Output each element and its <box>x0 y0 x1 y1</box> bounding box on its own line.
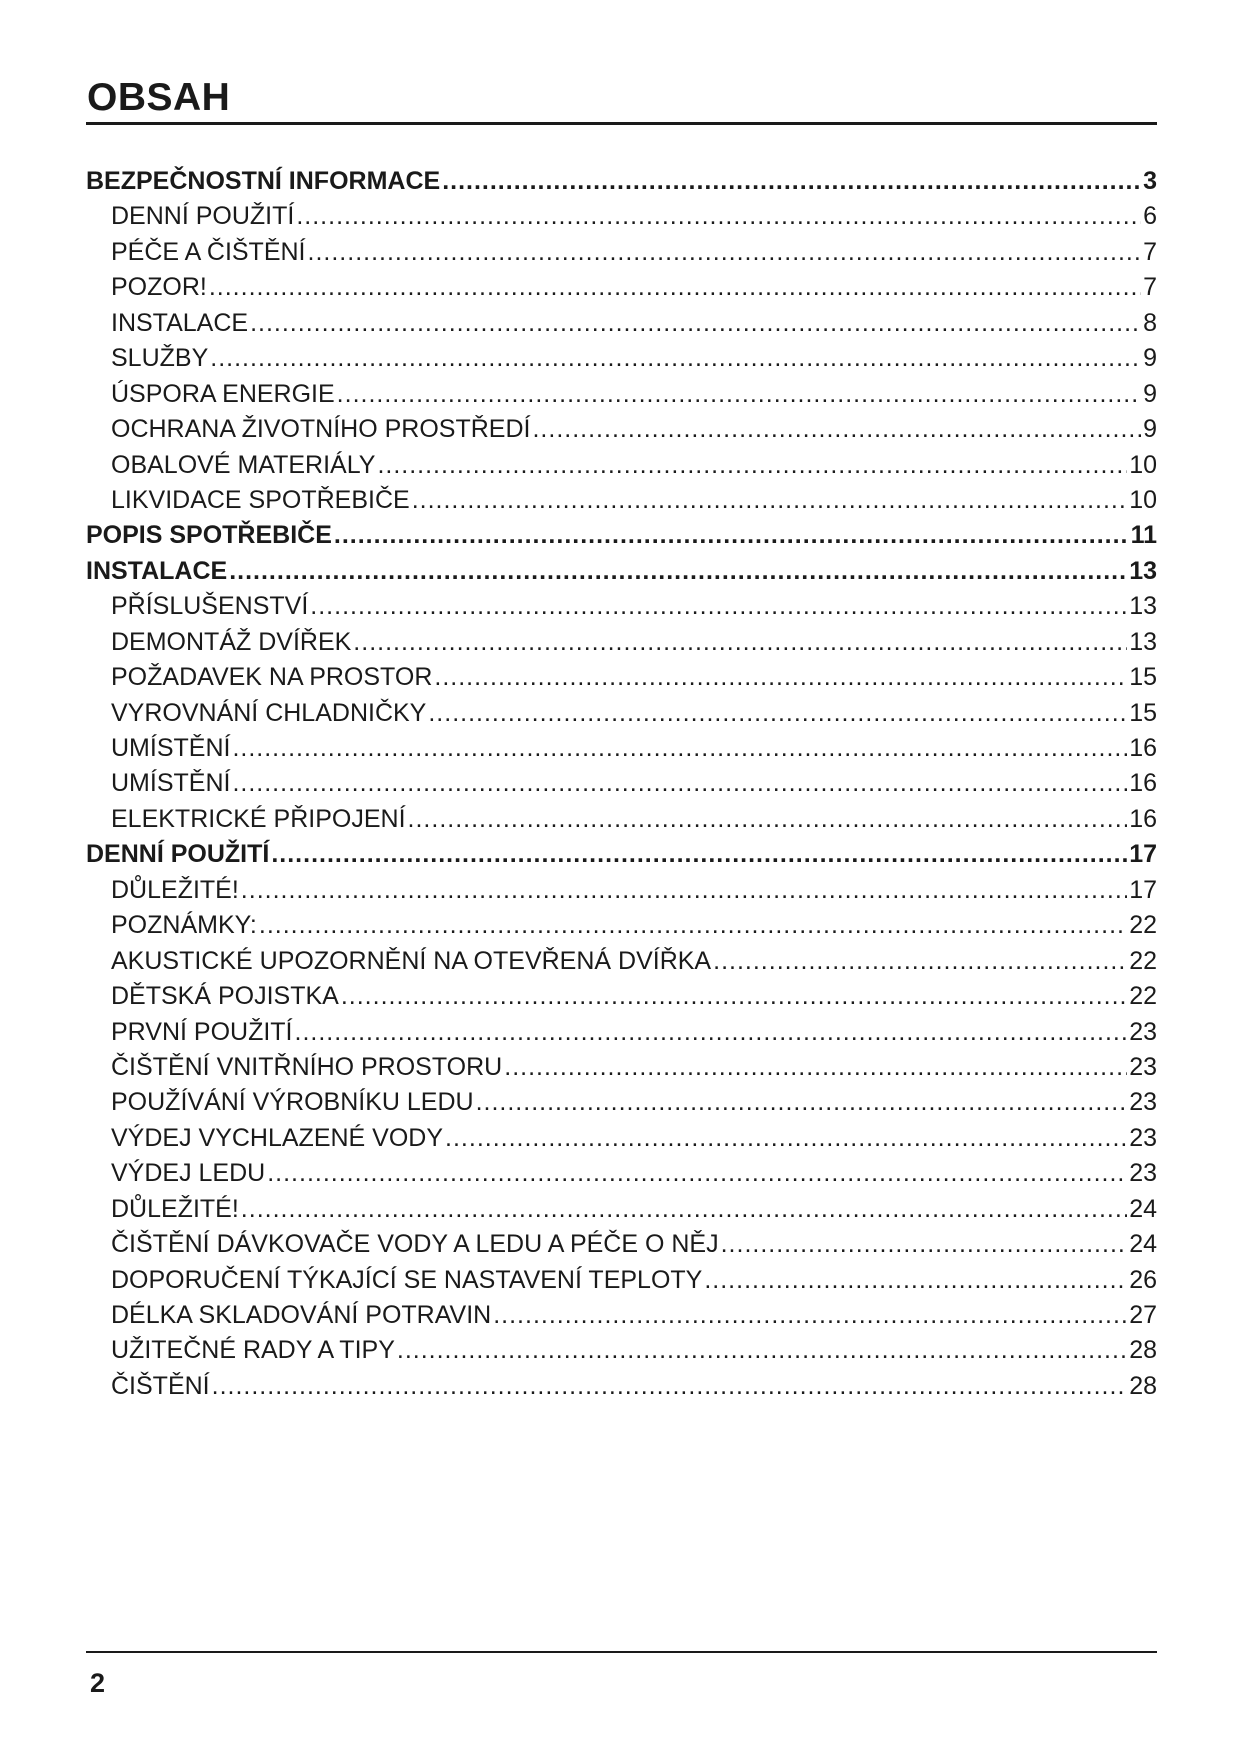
toc-subsection-entry[interactable] <box>86 483 1157 518</box>
toc-entry-label: DĚTSKÁ POJISTKA <box>111 982 339 1011</box>
toc-entry-label: POZOR! <box>111 273 207 302</box>
toc-dot-leader <box>377 448 1127 483</box>
toc-dot-leader <box>434 660 1127 695</box>
toc-dot-leader <box>259 908 1127 943</box>
toc-dot-leader <box>532 412 1141 447</box>
toc-entry-label: OBALOVÉ MATERIÁLY <box>111 450 376 479</box>
toc-section-entry[interactable] <box>86 164 1157 199</box>
toc-subsection-entry[interactable] <box>86 1227 1157 1262</box>
toc-entry-label: DEMONTÁŽ DVÍŘEK <box>111 627 352 656</box>
toc-dot-leader <box>721 1227 1128 1262</box>
toc-entry-page: 22 <box>1129 911 1157 940</box>
toc-subsection-entry[interactable] <box>86 589 1157 624</box>
toc-dot-leader <box>408 802 1128 837</box>
toc-entry-page: 27 <box>1129 1301 1157 1329</box>
toc-entry-page: 9 <box>1143 344 1157 373</box>
toc-subsection-entry[interactable] <box>86 235 1157 270</box>
toc-entry-label: POUŽÍVÁNÍ VÝROBNÍKU LEDU <box>111 1088 474 1117</box>
toc-entry-label: PRVNÍ POUŽITÍ <box>111 1017 293 1046</box>
toc-entry-label: DENNÍ POUŽITÍ <box>111 202 295 231</box>
toc-subsection-entry[interactable] <box>86 1050 1157 1085</box>
toc-dot-leader <box>442 164 1141 199</box>
toc-dot-leader <box>397 1333 1127 1368</box>
toc-entry-label: SLUŽBY <box>111 344 209 373</box>
toc-entry-label: ÚSPORA ENERGIE <box>111 379 335 408</box>
toc-dot-leader <box>412 483 1127 518</box>
toc-dot-leader <box>445 1121 1127 1156</box>
toc-entry-label: ČIŠTĚNÍ DÁVKOVAČE VODY A LEDU A PÉČE O NĚJ <box>111 1230 719 1259</box>
toc-dot-leader <box>241 873 1127 908</box>
toc-dot-leader <box>341 979 1127 1014</box>
toc-entry-label: DŮLEŽITÉ! <box>111 1194 239 1223</box>
toc-dot-leader <box>428 696 1127 731</box>
toc-entry-page: 22 <box>1129 946 1157 975</box>
toc-entry-label: LIKVIDACE SPOTŘEBIČE <box>111 485 410 514</box>
toc-entry-label: VÝDEJ LEDU <box>111 1159 266 1188</box>
toc-entry-page: 23 <box>1129 1159 1157 1188</box>
toc-entry-page: 16 <box>1129 804 1157 833</box>
toc-entry-page: 16 <box>1129 769 1157 798</box>
toc-entry-page: 10 <box>1129 450 1157 479</box>
toc-entry-label: DÉLKA SKLADOVÁNÍ POTRAVIN <box>111 1301 492 1329</box>
toc-subsection-entry[interactable] <box>86 766 1157 801</box>
toc-entry-page: 22 <box>1129 982 1157 1011</box>
toc-entry-page: 26 <box>1129 1265 1157 1294</box>
toc-entry-page: 15 <box>1129 663 1157 692</box>
toc-entry-page: 8 <box>1143 308 1157 337</box>
toc-subsection-entry[interactable] <box>86 873 1157 908</box>
toc-subsection-entry[interactable] <box>86 1015 1157 1050</box>
toc-subsection-entry[interactable] <box>86 377 1157 412</box>
toc-subsection-entry[interactable] <box>86 979 1157 1014</box>
toc-entry-label: POŽADAVEK NA PROSTOR <box>111 663 433 692</box>
toc-dot-leader <box>229 554 1127 589</box>
toc-entry-label: BEZPEČNOSTNÍ INFORMACE <box>86 167 441 195</box>
toc-entry-page: 24 <box>1129 1230 1157 1259</box>
toc-entry-page: 23 <box>1129 1088 1157 1117</box>
toc-section-entry[interactable] <box>86 518 1157 553</box>
toc-entry-page: 11 <box>1130 521 1157 550</box>
toc-entry-label: OCHRANA ŽIVOTNÍHO PROSTŘEDÍ <box>111 415 531 444</box>
toc-entry-page: 6 <box>1143 202 1157 231</box>
toc-dot-leader <box>209 270 1141 305</box>
toc-entry-page: 7 <box>1143 237 1157 266</box>
toc-dot-leader <box>267 1156 1127 1191</box>
toc-dot-leader <box>704 1263 1127 1298</box>
toc-dot-leader <box>295 1015 1128 1050</box>
toc-dot-leader <box>334 518 1129 553</box>
toc-entry-page: 13 <box>1129 627 1157 656</box>
toc-entry-label: AKUSTICKÉ UPOZORNĚNÍ NA OTEVŘENÁ DVÍŘKA <box>111 946 712 975</box>
toc-entry-page: 13 <box>1129 592 1157 621</box>
page-title: OBSAH <box>87 76 231 119</box>
toc-dot-leader <box>232 731 1127 766</box>
toc-subsection-entry[interactable] <box>86 1263 1157 1298</box>
toc-subsection-entry[interactable] <box>86 270 1157 305</box>
toc-dot-leader <box>337 377 1141 412</box>
toc-entry-label: POZNÁMKY: <box>111 911 257 940</box>
toc-subsection-entry[interactable] <box>86 1192 1157 1227</box>
toc-dot-leader <box>210 341 1141 376</box>
toc-entry-label: ČIŠTĚNÍ VNITŘNÍHO PROSTORU <box>111 1052 503 1081</box>
toc-entry-label: ČIŠTĚNÍ <box>111 1371 210 1400</box>
toc-subsection-entry[interactable] <box>86 660 1157 695</box>
toc-subsection-entry[interactable] <box>86 412 1157 447</box>
toc-entry-label: ELEKTRICKÉ PŘIPOJENÍ <box>111 804 406 833</box>
toc-entry-page: 17 <box>1129 875 1157 904</box>
page-number: 2 <box>90 1668 106 1698</box>
toc-subsection-entry[interactable] <box>86 625 1157 660</box>
toc-subsection-entry[interactable] <box>86 341 1157 376</box>
toc-dot-leader <box>504 1050 1127 1085</box>
toc-entry-page: 3 <box>1143 167 1157 195</box>
toc-entry-label: POPIS SPOTŘEBIČE <box>86 521 332 550</box>
toc-dot-leader <box>493 1298 1127 1333</box>
toc-entry-label: UŽITEČNÉ RADY A TIPY <box>111 1336 395 1365</box>
toc-subsection-entry[interactable] <box>86 1121 1157 1156</box>
toc-entry-page: 15 <box>1129 698 1157 727</box>
toc-dot-leader <box>353 625 1127 660</box>
toc-subsection-entry[interactable] <box>86 1085 1157 1120</box>
toc-entry-page: 24 <box>1129 1194 1157 1223</box>
toc-entry-label: UMÍSTĚNÍ <box>111 734 231 762</box>
toc-subsection-entry[interactable] <box>86 1369 1157 1404</box>
toc-subsection-entry[interactable] <box>86 696 1157 731</box>
toc-subsection-entry[interactable] <box>86 908 1157 943</box>
toc-subsection-entry[interactable] <box>86 199 1157 234</box>
toc-subsection-entry[interactable] <box>86 731 1157 766</box>
toc-entry-page: 23 <box>1129 1017 1157 1046</box>
toc-dot-leader <box>271 837 1127 872</box>
toc-dot-leader <box>476 1085 1128 1120</box>
toc-subsection-entry[interactable] <box>86 802 1157 837</box>
toc-entry-label: VYROVNÁNÍ CHLADNIČKY <box>111 698 427 727</box>
toc-entry-page: 28 <box>1129 1371 1157 1400</box>
toc-subsection-entry[interactable] <box>86 1298 1157 1333</box>
toc-entry-page: 9 <box>1143 415 1157 444</box>
toc-entry-label: INSTALACE <box>111 308 249 337</box>
toc-subsection-entry[interactable] <box>86 448 1157 483</box>
toc-entry-page: 28 <box>1129 1336 1157 1365</box>
toc-entry-label: DŮLEŽITÉ! <box>111 875 239 904</box>
toc-entry-page: 23 <box>1129 1052 1157 1081</box>
toc-dot-leader <box>310 589 1127 624</box>
toc-dot-leader <box>296 199 1141 234</box>
toc-entry-label: UMÍSTĚNÍ <box>111 769 231 798</box>
toc-dot-leader <box>212 1369 1128 1404</box>
toc-entry-page: 13 <box>1129 556 1157 585</box>
toc-section-entry[interactable] <box>86 837 1157 872</box>
toc-subsection-entry[interactable] <box>86 1333 1157 1368</box>
table-of-contents <box>86 164 1157 1404</box>
toc-dot-leader <box>250 306 1141 341</box>
title-divider <box>86 122 1157 125</box>
toc-subsection-entry[interactable] <box>86 306 1157 341</box>
toc-entry-label: INSTALACE <box>86 556 228 585</box>
toc-entry-page: 9 <box>1143 379 1157 408</box>
toc-entry-label: PŘÍSLUŠENSTVÍ <box>111 592 309 621</box>
toc-dot-leader <box>232 766 1127 801</box>
toc-subsection-entry[interactable] <box>86 944 1157 979</box>
toc-dot-leader <box>241 1192 1127 1227</box>
footer-divider <box>86 1651 1157 1653</box>
toc-entry-page: 16 <box>1129 734 1157 762</box>
toc-entry-label: VÝDEJ VYCHLAZENÉ VODY <box>111 1123 444 1152</box>
toc-dot-leader <box>713 944 1127 979</box>
toc-entry-page: 23 <box>1129 1123 1157 1152</box>
toc-entry-page: 17 <box>1129 840 1157 869</box>
toc-entry-page: 7 <box>1143 273 1157 302</box>
toc-dot-leader <box>308 235 1142 270</box>
toc-entry-label: DENNÍ POUŽITÍ <box>86 840 270 869</box>
toc-entry-page: 10 <box>1129 485 1157 514</box>
toc-section-entry[interactable] <box>86 554 1157 589</box>
toc-entry-label: DOPORUČENÍ TÝKAJÍCÍ SE NASTAVENÍ TEPLOTY <box>111 1265 703 1294</box>
toc-entry-label: PÉČE A ČIŠTĚNÍ <box>111 237 306 266</box>
toc-subsection-entry[interactable] <box>86 1156 1157 1191</box>
